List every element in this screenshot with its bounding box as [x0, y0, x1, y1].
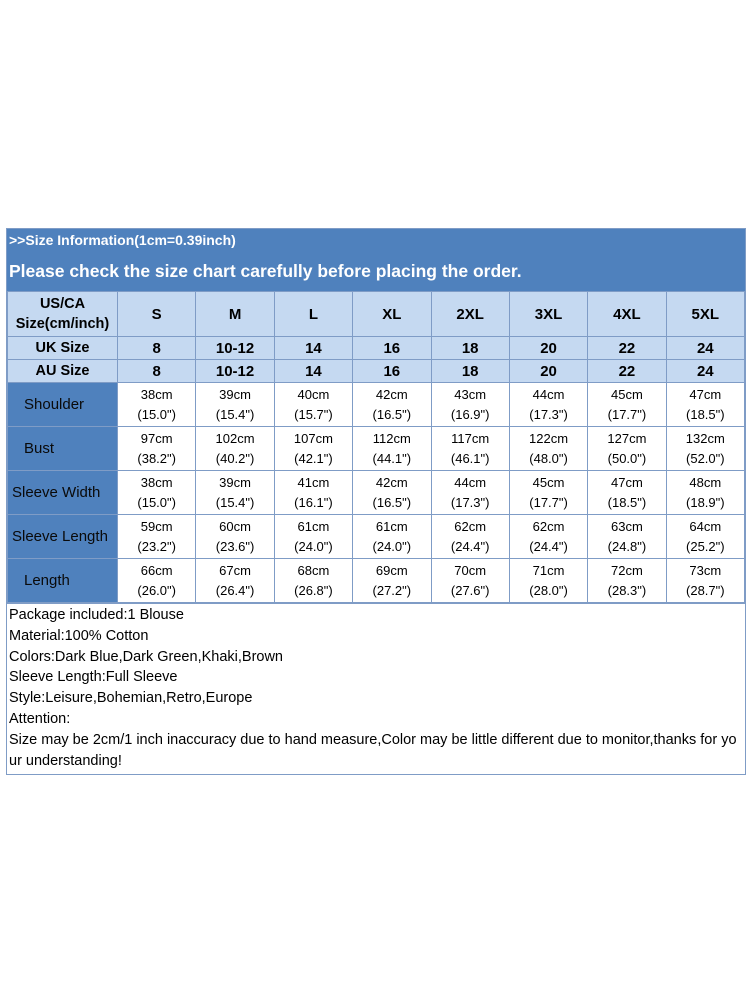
measurement-cell	[274, 515, 352, 559]
inch-value: (16.5")	[372, 406, 412, 422]
material-line: Material:100% Cotton	[9, 627, 149, 644]
size-cell: 14	[274, 360, 352, 383]
inch-value: (42.1")	[294, 450, 333, 466]
cm-value: 68cm	[297, 562, 330, 578]
measurement-row	[8, 515, 745, 559]
measurement-cell	[431, 383, 509, 427]
cm-value: 44cm	[532, 386, 565, 402]
size-table-body	[8, 292, 745, 603]
cm-value: 127cm	[607, 430, 647, 446]
cm-value: 39cm	[219, 386, 251, 402]
attention-line: Attention:	[9, 710, 71, 727]
cm-value: 47cm	[611, 474, 643, 490]
measurement-label: Bust	[8, 427, 118, 471]
inch-value: (24.4")	[450, 538, 490, 554]
accuracy-note: Size may be 2cm/1 inch inaccuracy due to hand measure,Color may be little different due to monitor,thanks for your understanding!	[9, 731, 737, 769]
inch-value: (38.2")	[137, 450, 176, 466]
cm-value: 59cm	[140, 518, 173, 534]
size-cell: 22	[588, 337, 666, 360]
size-table	[7, 291, 745, 603]
size-row	[8, 292, 745, 337]
inch-value: (18.5")	[686, 406, 725, 422]
measurement-cell	[274, 471, 352, 515]
cm-value: 70cm	[454, 562, 487, 578]
size-cell: 18	[431, 360, 509, 383]
inch-value: (50.0")	[607, 450, 647, 466]
measurement-label: Length	[8, 559, 118, 603]
measurement-cell	[196, 427, 274, 471]
size-cell: 8	[118, 360, 196, 383]
size-info-subtitle: >>Size Information(1cm=0.39inch)	[9, 232, 236, 248]
measurement-cell	[274, 427, 352, 471]
cm-value: 66cm	[140, 562, 173, 578]
size-cell: 14	[274, 337, 352, 360]
inch-value: (46.1")	[450, 450, 490, 466]
measurement-cell	[196, 471, 274, 515]
measurement-label: Sleeve Length	[8, 515, 118, 559]
cm-value: 42cm	[375, 386, 408, 402]
measurement-cell	[353, 515, 431, 559]
cm-value: 39cm	[219, 474, 251, 490]
measurement-cell	[431, 427, 509, 471]
product-info	[7, 603, 745, 774]
cm-value: 64cm	[689, 518, 722, 534]
size-cell: 20	[509, 337, 587, 360]
inch-value: (17.7")	[529, 494, 568, 510]
measurement-cell	[196, 515, 274, 559]
measurement-cell	[353, 559, 431, 603]
measurement-cell	[588, 427, 666, 471]
measurement-row	[8, 427, 745, 471]
inch-value: (17.3")	[529, 406, 568, 422]
measurement-cell	[196, 383, 274, 427]
measurement-cell	[118, 427, 196, 471]
measurement-cell	[509, 427, 587, 471]
inch-value: (24.4")	[529, 538, 568, 554]
cm-value: 102cm	[215, 430, 255, 446]
cm-value: 62cm	[532, 518, 565, 534]
size-cell: 4XL	[588, 292, 666, 337]
inch-value: (26.0")	[137, 582, 176, 598]
cm-value: 132cm	[685, 430, 725, 446]
inch-value: (16.1")	[294, 494, 333, 510]
cm-value: 40cm	[297, 386, 330, 402]
cm-value: 71cm	[532, 562, 565, 578]
size-cell: 22	[588, 360, 666, 383]
cm-value: 73cm	[689, 562, 722, 578]
size-label-line2: Size(cm/inch)	[15, 316, 110, 332]
inch-value: (16.5")	[372, 494, 412, 510]
measurement-cell	[588, 383, 666, 427]
cm-value: 63cm	[611, 518, 643, 534]
cm-value: 72cm	[611, 562, 643, 578]
inch-value: (15.7")	[294, 406, 333, 422]
measurement-cell	[431, 559, 509, 603]
inch-value: (15.0")	[137, 406, 176, 422]
size-cell: 24	[666, 360, 744, 383]
size-cell: 16	[353, 337, 431, 360]
inch-value: (26.4")	[215, 582, 255, 598]
inch-value: (17.7")	[607, 406, 647, 422]
inch-value: (52.0")	[686, 450, 725, 466]
cm-value: 117cm	[451, 430, 490, 446]
measurement-row	[8, 471, 745, 515]
size-cell: 16	[353, 360, 431, 383]
size-cell: 18	[431, 337, 509, 360]
cm-value: 38cm	[140, 474, 173, 490]
inch-value: (18.9")	[686, 494, 725, 510]
measurement-label: Sleeve Width	[8, 471, 118, 515]
inch-value: (28.3")	[607, 582, 647, 598]
measurement-cell	[274, 559, 352, 603]
inch-value: (27.2")	[372, 582, 412, 598]
measurement-cell	[431, 515, 509, 559]
cm-value: 107cm	[293, 430, 333, 446]
cm-value: 60cm	[219, 518, 251, 534]
measurement-cell	[509, 515, 587, 559]
cm-value: 48cm	[689, 474, 722, 490]
inch-value: (15.4")	[215, 406, 255, 422]
measurement-cell	[666, 383, 744, 427]
inch-value: (23.2")	[137, 538, 176, 554]
measurement-cell	[509, 471, 587, 515]
inch-value: (24.0")	[372, 538, 412, 554]
cm-value: 41cm	[297, 474, 330, 490]
cm-value: 38cm	[140, 386, 173, 402]
measurement-row	[8, 383, 745, 427]
size-cell: M	[196, 292, 274, 337]
size-row-label	[8, 292, 118, 337]
cm-value: 47cm	[689, 386, 722, 402]
measurement-cell	[196, 559, 274, 603]
cm-value: 61cm	[297, 518, 330, 534]
size-label-line1: US/CA	[39, 296, 86, 312]
inch-value: (48.0")	[529, 450, 568, 466]
cm-value: 45cm	[611, 386, 643, 402]
size-cell: 24	[666, 337, 744, 360]
measurement-cell	[666, 515, 744, 559]
measurement-cell	[353, 383, 431, 427]
size-cell: S	[118, 292, 196, 337]
size-row	[8, 360, 745, 383]
inch-value: (27.6")	[450, 582, 490, 598]
size-row-label: AU Size	[8, 360, 118, 383]
size-cell: 20	[509, 360, 587, 383]
inch-value: (15.0")	[137, 494, 176, 510]
size-cell: 5XL	[666, 292, 744, 337]
cm-value: 97cm	[140, 430, 173, 446]
inch-value: (44.1")	[372, 450, 412, 466]
measurement-cell	[118, 383, 196, 427]
measurement-cell	[509, 383, 587, 427]
measurement-cell	[118, 559, 196, 603]
measurement-cell	[431, 471, 509, 515]
measurement-row	[8, 559, 745, 603]
size-cell: 3XL	[509, 292, 587, 337]
measurement-cell	[509, 559, 587, 603]
inch-value: (28.7")	[686, 582, 725, 598]
inch-value: (23.6")	[215, 538, 255, 554]
colors-line: Colors:Dark Blue,Dark Green,Khaki,Brown	[9, 648, 283, 665]
inch-value: (40.2")	[215, 450, 255, 466]
measurement-cell	[588, 471, 666, 515]
inch-value: (24.8")	[607, 538, 647, 554]
inch-value: (17.3")	[450, 494, 490, 510]
cm-value: 67cm	[219, 562, 251, 578]
inch-value: (28.0")	[529, 582, 568, 598]
cm-value: 122cm	[529, 430, 569, 446]
size-cell: 2XL	[431, 292, 509, 337]
measurement-cell	[588, 515, 666, 559]
size-cell: L	[274, 292, 352, 337]
measurement-cell	[666, 559, 744, 603]
size-row	[8, 337, 745, 360]
size-cell: XL	[353, 292, 431, 337]
cm-value: 45cm	[532, 474, 565, 490]
size-chart	[6, 228, 746, 775]
inch-value: (26.8")	[294, 582, 333, 598]
cm-value: 61cm	[375, 518, 408, 534]
size-cell: 10-12	[196, 337, 274, 360]
size-cell: 10-12	[196, 360, 274, 383]
cm-value: 42cm	[375, 474, 408, 490]
measurement-cell	[353, 471, 431, 515]
cm-value: 69cm	[375, 562, 408, 578]
chart-header	[7, 229, 745, 291]
measurement-cell	[274, 383, 352, 427]
style-line: Style:Leisure,Bohemian,Retro,Europe	[9, 690, 253, 707]
measurement-cell	[588, 559, 666, 603]
measurement-cell	[118, 515, 196, 559]
sleeve-line: Sleeve Length:Full Sleeve	[9, 669, 178, 686]
measurement-label: Shoulder	[8, 383, 118, 427]
chart-title: Please check the size chart carefully before placing the order.	[9, 261, 522, 281]
inch-value: (24.0")	[294, 538, 333, 554]
measurement-cell	[666, 471, 744, 515]
measurement-cell	[353, 427, 431, 471]
inch-value: (18.5")	[607, 494, 647, 510]
size-row-label: UK Size	[8, 337, 118, 360]
inch-value: (16.9")	[450, 406, 490, 422]
package-line: Package included:1 Blouse	[9, 607, 184, 623]
measurement-cell	[666, 427, 744, 471]
cm-value: 62cm	[454, 518, 487, 534]
size-cell: 8	[118, 337, 196, 360]
inch-value: (15.4")	[215, 494, 255, 510]
inch-value: (25.2")	[686, 538, 725, 554]
measurement-cell	[118, 471, 196, 515]
cm-value: 112cm	[372, 430, 411, 446]
cm-value: 43cm	[454, 386, 487, 402]
cm-value: 44cm	[454, 474, 487, 490]
